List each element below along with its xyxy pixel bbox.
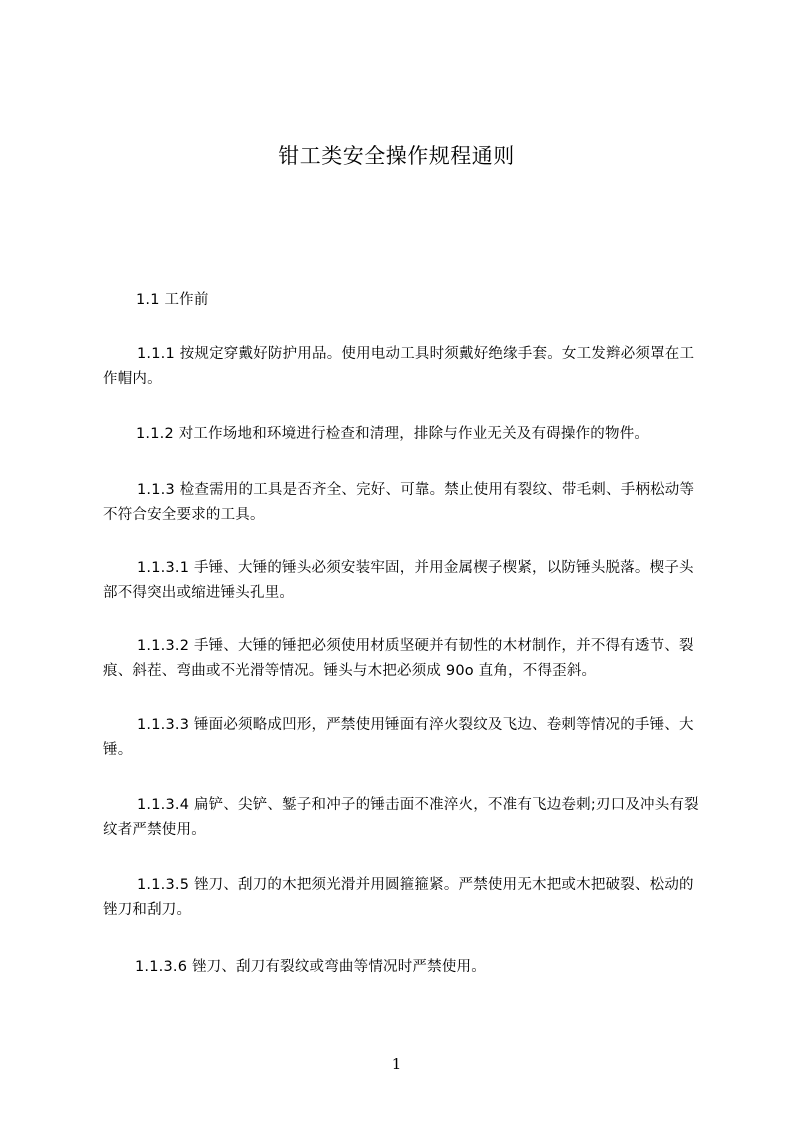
paragraph-1-1-2 (103, 422, 723, 447)
paragraph-1-1-3-1 (103, 556, 703, 606)
paragraph-1-1-3-6 (103, 955, 723, 980)
paragraph-1-1-3-5 (103, 873, 703, 923)
paragraph-text: 1.1.3.1 手锤、大锤的锤头必须安装牢固，并用金属楔子楔紧，以防锤头脱落。楔子头部不得突出或缩进锤头孔里。 (103, 560, 694, 601)
paragraph-1-1-1 (103, 342, 703, 392)
paragraph-1-1-3-2 (103, 634, 703, 684)
paragraph-text: 1.1.3 检查需用的工具是否齐全、完好、可靠。禁止使用有裂纹、带毛刺、手柄松动等不符合安全要求的工具。 (103, 482, 695, 523)
paragraph-text: 1.1.3.6 锉刀、刮刀有裂纹或弯曲等情况时严禁使用。 (135, 959, 486, 975)
paragraph-1-1-3-4 (103, 793, 703, 843)
section-heading-text: 1.1 工作前 (136, 292, 209, 308)
paragraph-1-1-3-3 (103, 713, 703, 763)
page-number: 1 (391, 1055, 402, 1073)
section-heading (136, 288, 736, 313)
paragraph-1-1-3 (103, 478, 703, 528)
paragraph-text: 1.1.3.4 扁铲、尖铲、錾子和冲子的锤击面不准淬火，不准有飞边卷刺;刃口及冲头有裂纹者严禁使用。 (103, 797, 699, 838)
paragraph-text: 1.1.3.5 锉刀、刮刀的木把须光滑并用圆箍箍紧。严禁使用无木把或木把破裂、松动的锉刀和刮刀。 (103, 877, 694, 918)
paragraph-text: 1.1.2 对工作场地和环境进行检查和清理，排除与作业无关及有碍操作的物件。 (136, 426, 650, 442)
paragraph-text: 1.1.3.2 手锤、大锤的锤把必须使用材质坚硬并有韧性的木材制作，并不得有透节、裂痕、斜茬、弯曲或不光滑等情况。锤头与木把必须成 90o 直角，不得歪斜。 (103, 638, 694, 679)
paragraph-text: 1.1.3.3 锤面必须略成凹形，严禁使用锤面有淬火裂纹及飞边、卷刺等情况的手锤、大锤。 (103, 717, 694, 758)
document-title: 钳工类安全操作规程通则 (278, 144, 515, 168)
paragraph-text: 1.1.1 按规定穿戴好防护用品。使用电动工具时须戴好绝缘手套。女工发辫必须罩在工作帽内。 (103, 346, 695, 387)
